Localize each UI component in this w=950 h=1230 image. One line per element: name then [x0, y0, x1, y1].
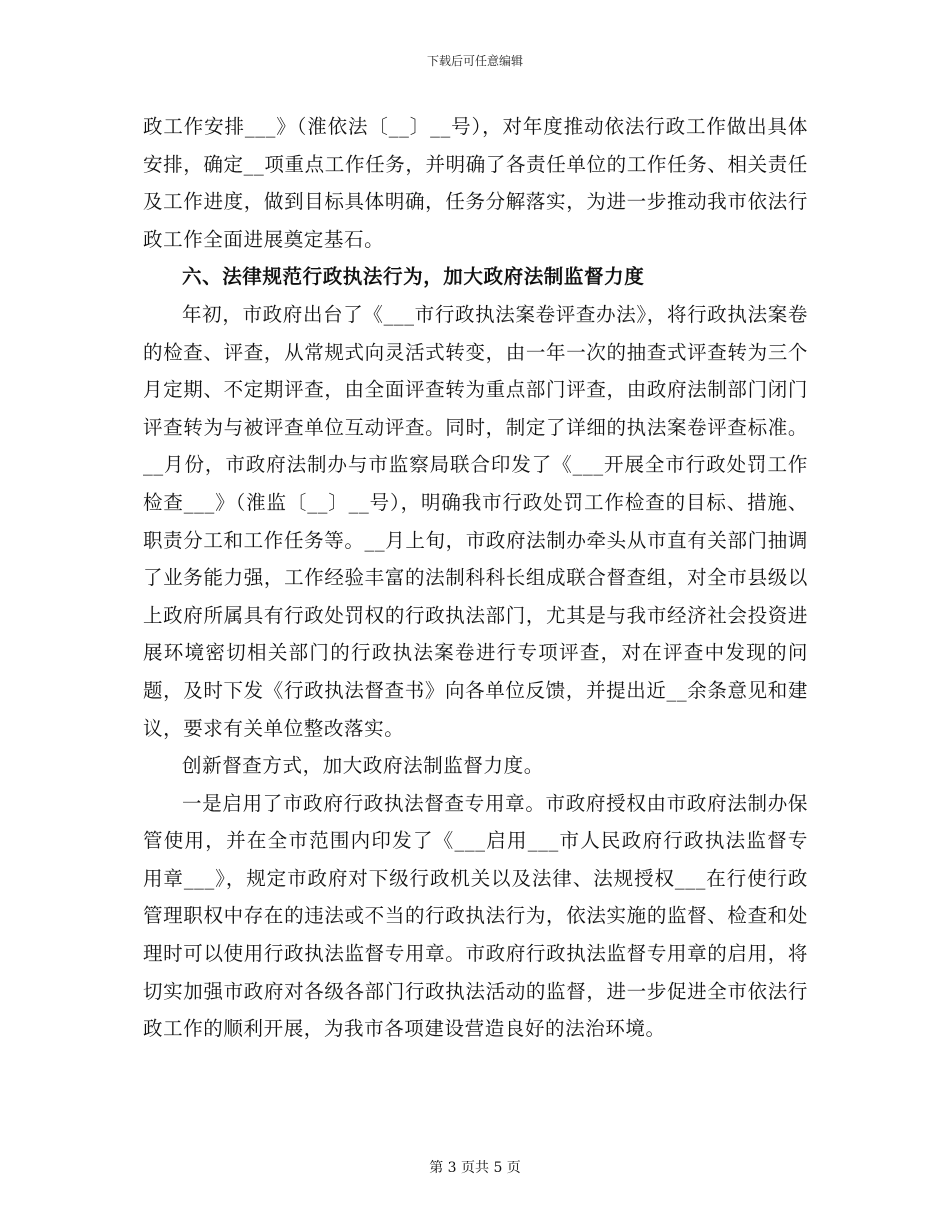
- section-heading: 六、法律规范行政执法行为，加大政府法制监督力度: [182, 265, 645, 289]
- page-header: 下载后可任意编辑: [426, 54, 523, 68]
- paragraph-official-seal: 一是启用了市政府行政执法督查专用章。市政府授权由市政府法制办保管使用，并在全市范围内印发了《___启用___市人民政府行政执法监督专用章___》，规定市政府对下级行政机关以及法律、法规授权___在行使行政管理职权中存在的违法或不当的行政执法行为，依法实施的监督、检查和处理时可以使用行政执法监督专用章。市政府行政执法监督专用章的启用，将切实加强市政府对各级各部门行政执法活动的监督，进一步促进全市依法行政工作的顺利开展，为我市各项建设营造良好的法治环境。: [143, 791, 808, 1041]
- document-body: [143, 108, 808, 1048]
- page-number: 第 3 页共 5 页: [429, 1160, 521, 1176]
- paragraph-case-review: 年初，市政府出台了《___市行政执法案卷评查办法》，将行政执法案卷的检查、评查，从常规式向灵活式转变，由一年一次的抽查式评查转为三个月定期、不定期评查，由全面评查转为重点部门评查，由政府法制部门闭门评查转为与被评查单位互动评查。同时，制定了详细的执法案卷评查标准。__月份，市政府法制办与市监察局联合印发了《___开展全市行政处罚工作检查___》（淮监〔__〕__号），明确我市行政处罚工作检查的目标、措施、职责分工和工作任务等。__月上旬，市政府法制办牵头从市直有关部门抽调了业务能力强，工作经验丰富的法制科科长组成联合督查组，对全市县级以上政府所属具有行政处罚权的行政执法部门，尤其是与我市经济社会投资进展环境密切相关部门的行政执法案卷进行专项评查，对在评查中发现的问题，及时下发《行政执法督查书》向各单位反馈，并提出近__余条意见和建议，要求有关单位整改落实。: [143, 302, 808, 740]
- paragraph-supervision-method: 创新督查方式，加大政府法制监督力度。: [182, 754, 544, 778]
- paragraph-continuation: 政工作安排___》（淮依法〔__〕__号），对年度推动依法行政工作做出具体安排，确定__项重点工作任务，并明确了各责任单位的工作任务、相关责任及工作进度，做到目标具体明确，任务分解落实，为进一步推动我市依法行政工作全面进展奠定基石。: [143, 115, 808, 251]
